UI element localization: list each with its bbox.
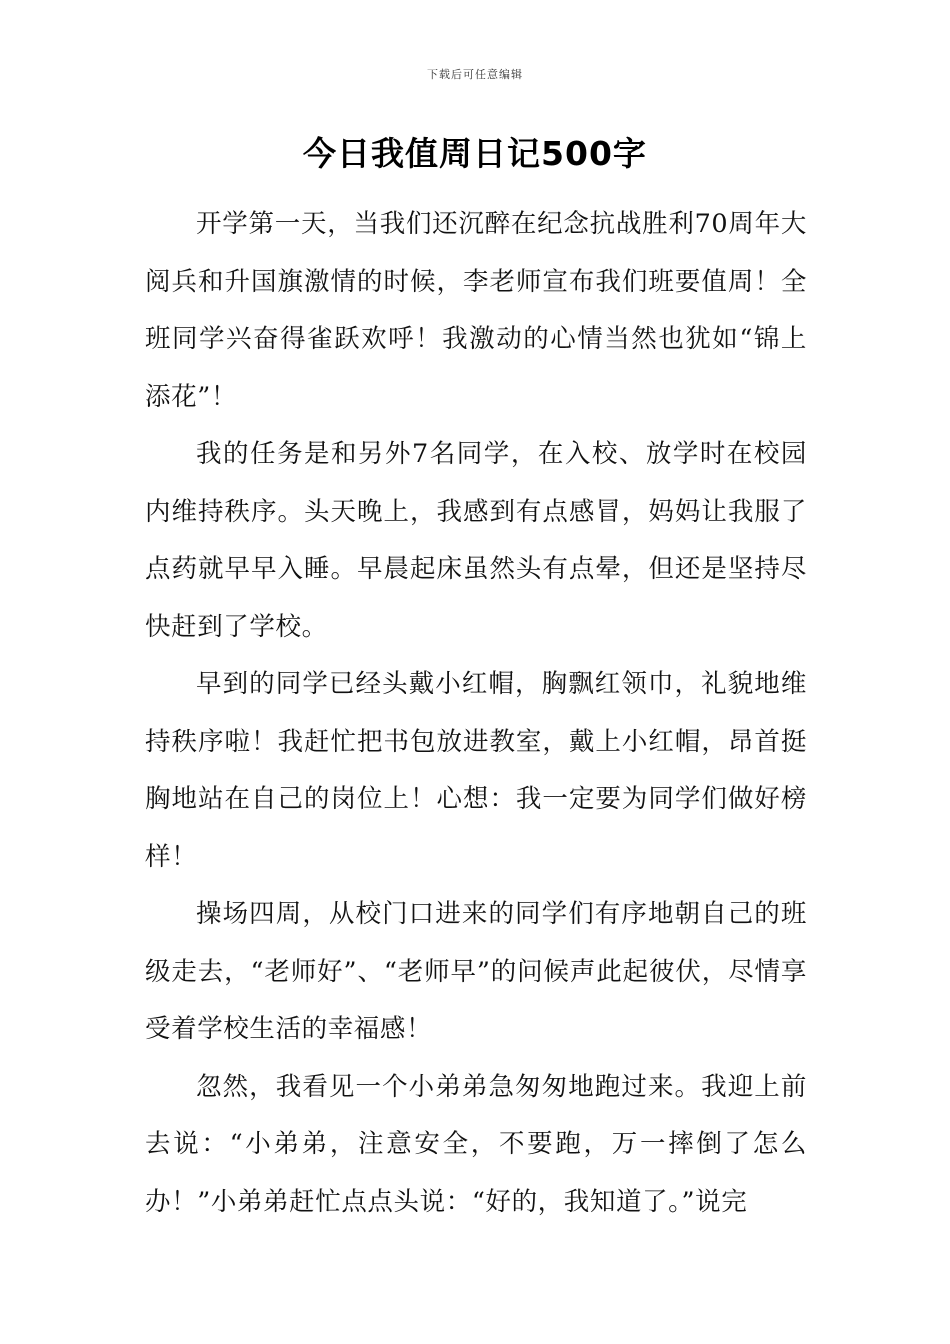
- paragraph-3: 早到的同学已经头戴小红帽，胸飘红领巾，礼貌地维持秩序啦！我赶忙把书包放进教室，戴上小红帽，昂首挺胸地站在自己的岗位上！心想：我一定要为同学们做好榜样！: [145, 669, 807, 872]
- document-body: [145, 196, 807, 1231]
- paragraph-5: 忽然，我看见一个小弟弟急匆匆地跑过来。我迎上前去说：“小弟弟，注意安全，不要跑，万一摔倒了怎么办！”小弟弟赶忙点点头说：“好的，我知道了。”说完: [145, 1071, 807, 1217]
- paragraph-2: 我的任务是和另外7名同学，在入校、放学时在校园内维持秩序。头天晚上，我感到有点感冒，妈妈让我服了点药就早早入睡。早晨起床虽然头有点晕，但还是坚持尽快赶到了学校。: [145, 439, 807, 642]
- paragraph-1: 开学第一天，当我们还沉醉在纪念抗战胜利70周年大阅兵和升国旗激情的时候，李老师宣布我们班要值周！全班同学兴奋得雀跃欢呼！我激动的心情当然也犹如“锦上添花”！: [145, 209, 807, 412]
- document-title: 今日我值周日记500字: [303, 134, 647, 173]
- paragraph-4: 操场四周，从校门口进来的同学们有序地朝自己的班级走去，“老师好”、“老师早”的问候声此起彼伏，尽情享受着学校生活的幸福感！: [145, 899, 807, 1044]
- header-note: 下载后可任意编辑: [427, 68, 523, 81]
